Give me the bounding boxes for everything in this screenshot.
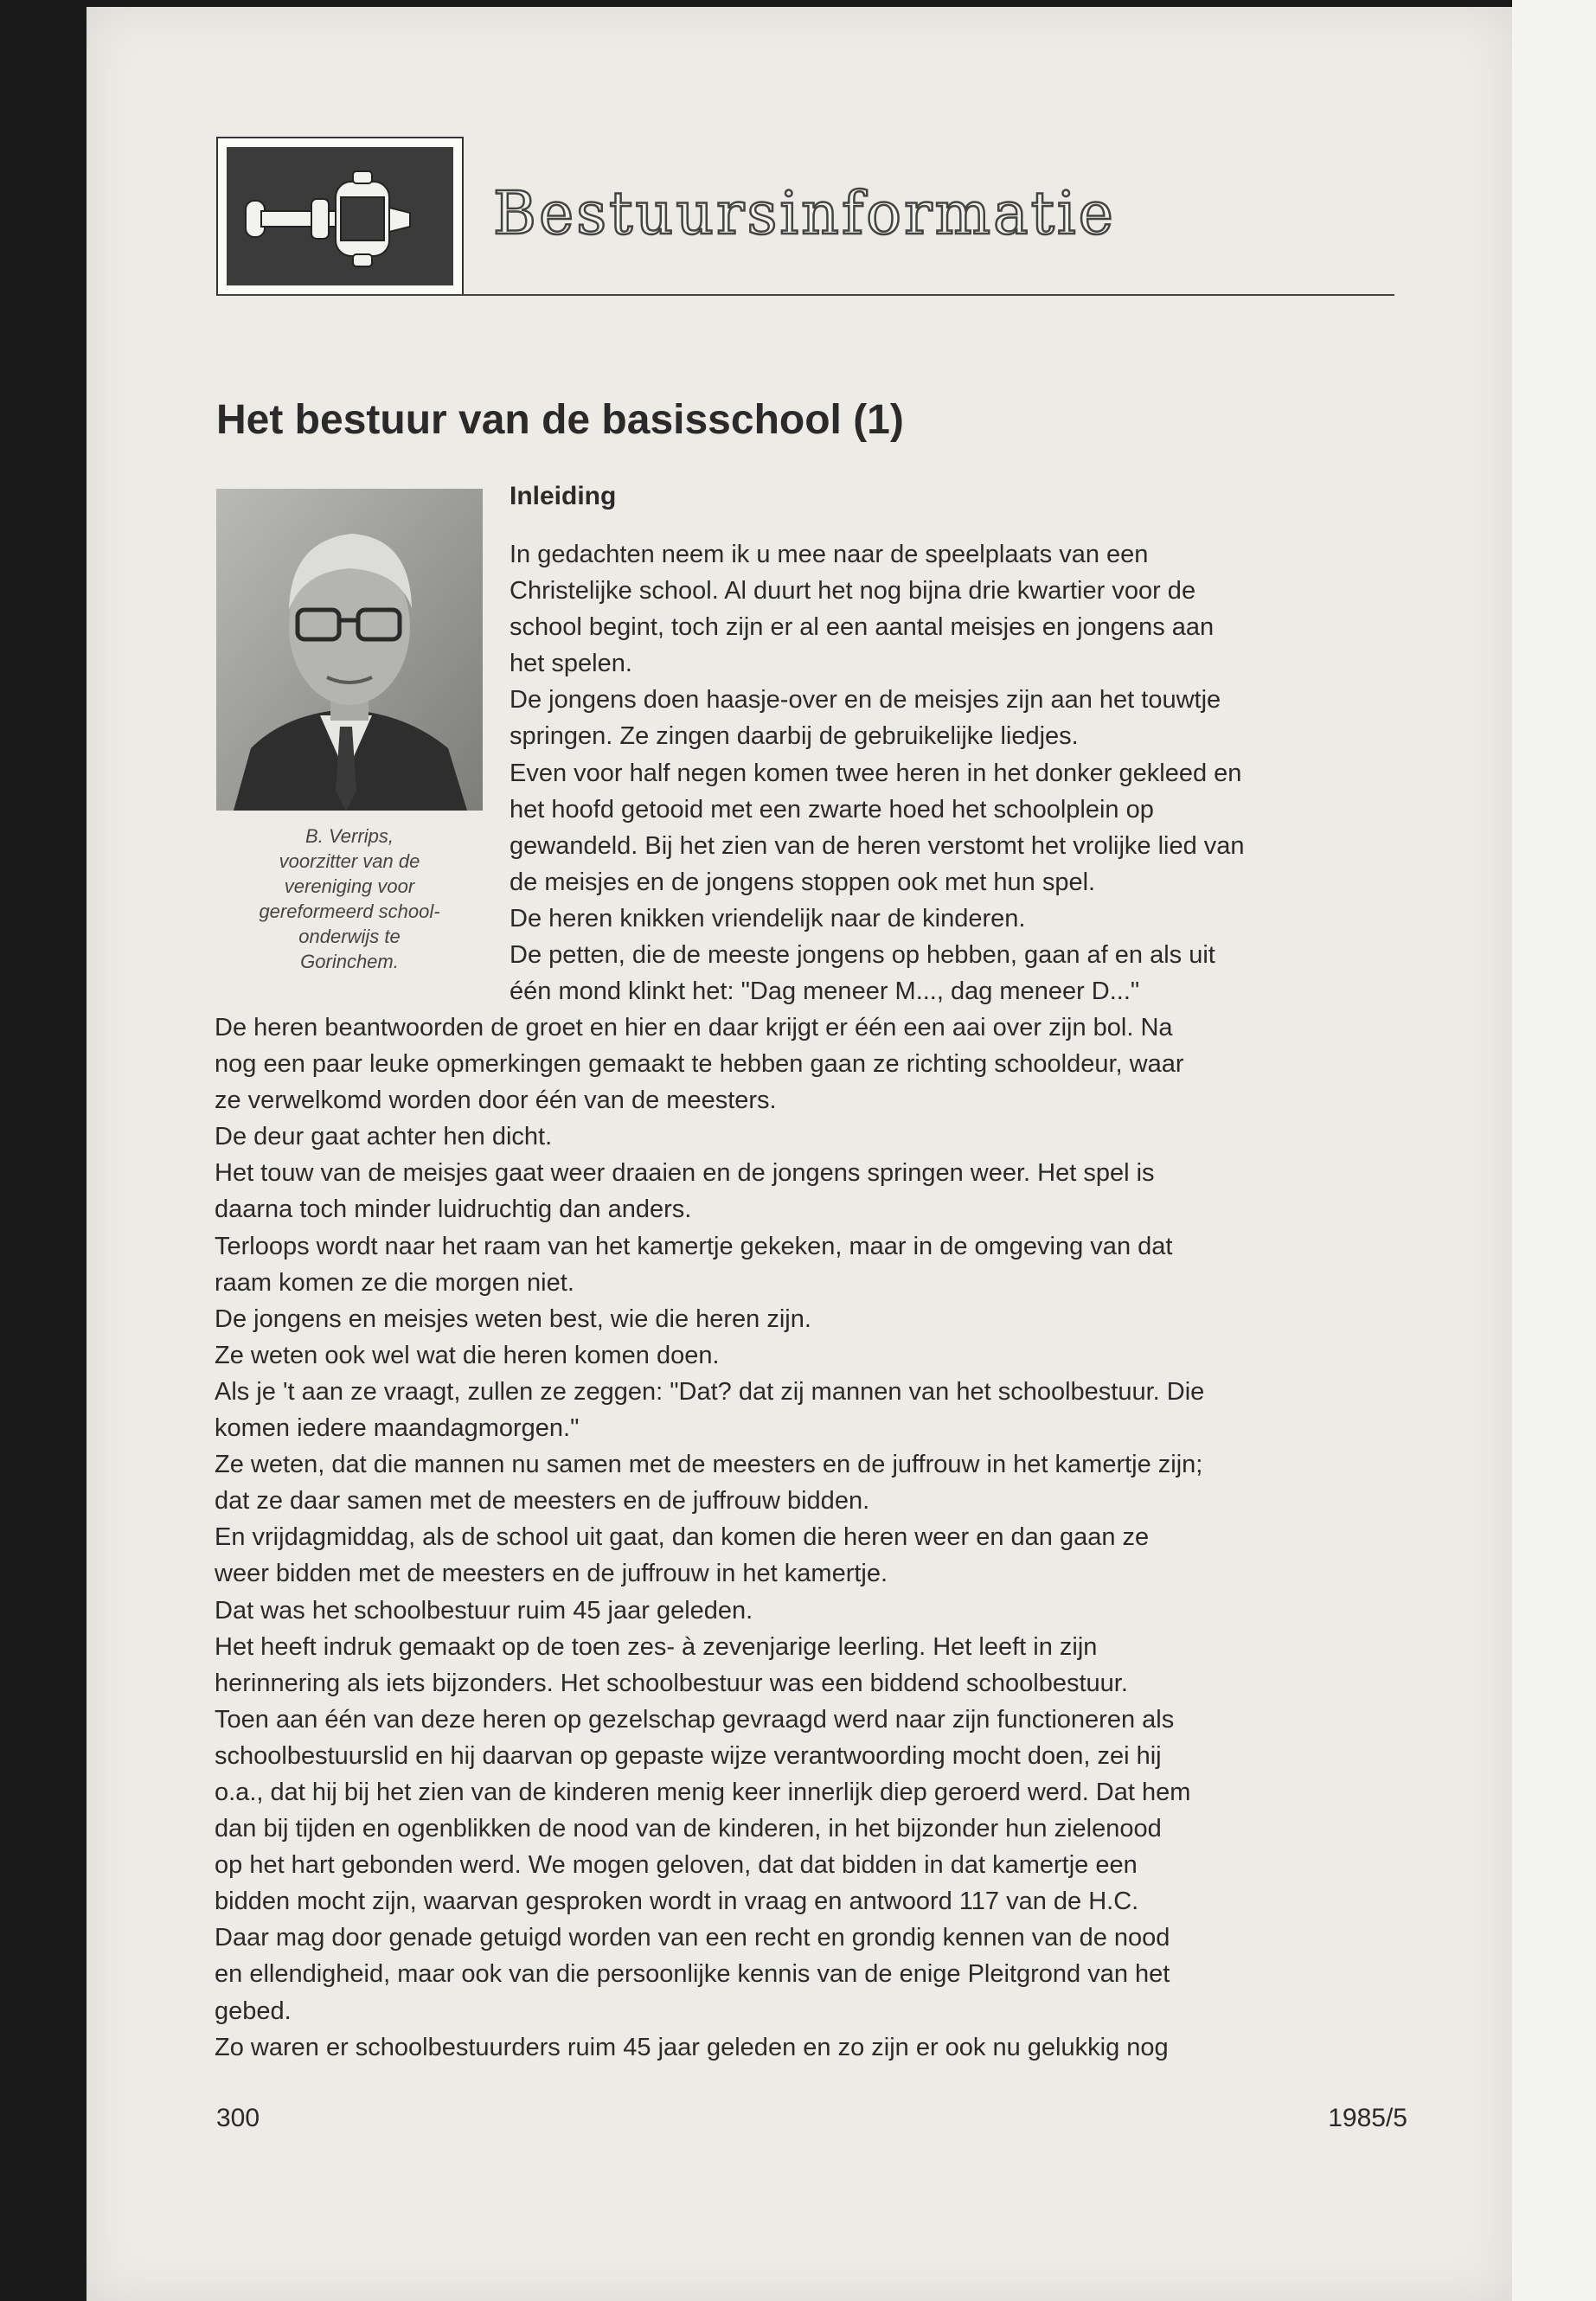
text-line: De petten, die de meeste jongens op hebben, gaan af en als uit	[510, 941, 1215, 970]
article-title: Het bestuur van de basisschool (1)	[216, 397, 904, 443]
caption-line: B. Verrips,	[305, 825, 394, 847]
text-line: In gedachten neem ik u mee naar de speelplaats van een	[510, 541, 1149, 568]
body-text-narrow	[510, 536, 1401, 1009]
text-line: raam komen ze die morgen niet.	[215, 1268, 574, 1297]
caption-line: Gorinchem.	[300, 951, 399, 972]
text-line: komen iedere maandagmorgen."	[215, 1414, 580, 1443]
text-line: één mond klinkt het: "Dag meneer M..., dag meneer D..."	[510, 977, 1140, 1006]
header-divider	[216, 294, 1394, 296]
text-line: o.a., dat hij bij het zien van de kinderen menig keer innerlijk diep geroerd werd. Dat hem	[215, 1778, 1191, 1806]
text-line: ze verwelkomd worden door één van de meesters.	[215, 1086, 777, 1115]
text-line: Ze weten ook wel wat die heren komen doen.	[215, 1341, 720, 1369]
scan-margin	[1512, 0, 1596, 2301]
text-line: Het touw van de meisjes gaat weer draaien en de jongens springen weer. Het spel is	[215, 1159, 1155, 1188]
body-text-wide	[215, 1009, 1401, 2066]
text-line: het spelen.	[510, 650, 632, 678]
caption-line: gereformeerd school-	[259, 901, 440, 922]
subheading: Inleiding	[510, 482, 617, 510]
text-line: school begint, toch zijn er al een aantal meisjes en jongens aan	[510, 613, 1215, 642]
caption-line: vereniging voor	[284, 875, 415, 897]
text-line: De heren beantwoorden de groet en hier en daar krijgt er één een aai over zijn bol. Na	[215, 1014, 1173, 1042]
text-line: springen. Ze zingen daarbij de gebruikelijke liedjes.	[510, 722, 1079, 751]
text-line: op het hart gebonden werd. We mogen geloven, dat dat bidden in dat kamertje een	[215, 1851, 1138, 1880]
photo-caption	[216, 824, 483, 974]
text-line: de meisjes en de jongens stoppen ook met hun spel.	[510, 868, 1096, 896]
text-line: het hoofd getooid met een zwarte hoed het schoolplein op	[510, 795, 1154, 824]
issue-number: 1985/5	[1328, 2104, 1407, 2132]
text-line: De heren knikken vriendelijk naar de kinderen.	[510, 904, 1026, 933]
author-photo	[216, 489, 483, 811]
text-line: nog een paar leuke opmerkingen gemaakt te hebben gaan ze richting schooldeur, waar	[215, 1050, 1184, 1079]
text-line: bidden mocht zijn, waarvan gesproken wordt in vraag en antwoord 117 van de H.C.	[215, 1888, 1139, 1916]
text-line: schoolbestuurslid en hij daarvan op gepaste wijze verantwoording mocht doen, zei hij	[215, 1741, 1162, 1770]
section-title: Bestuursinformatie	[493, 180, 1116, 248]
text-line: Als je 't aan ze vraagt, zullen ze zeggen: "Dat? dat zij mannen van het schoolbestuur. Die	[215, 1377, 1205, 1406]
text-line: De jongens doen haasje-over en de meisjes zijn aan het touwtje	[510, 686, 1221, 715]
text-line: gewandeld. Bij het zien van de heren verstomt het vrolijke lied van	[510, 831, 1245, 860]
section-header	[216, 137, 1394, 298]
text-line: Dat was het schoolbestuur ruim 45 jaar geleden.	[215, 1596, 753, 1625]
text-line: dat ze daar samen met de meesters en de juffrouw bidden.	[215, 1487, 870, 1516]
text-line: Ze weten, dat die mannen nu samen met de meesters en de juffrouw in het kamertje zijn;	[215, 1451, 1203, 1479]
text-line: En vrijdagmiddag, als de school uit gaat, dan komen die heren weer en dan gaan ze	[215, 1523, 1150, 1552]
text-line: herinnering als iets bijzonders. Het schoolbestuur was een biddend schoolbestuur.	[215, 1669, 1128, 1697]
text-line: weer bidden met de meesters en de juffrouw in het kamertje.	[215, 1560, 888, 1588]
text-line: De deur gaat achter hen dicht.	[215, 1123, 553, 1151]
text-line: Even voor half negen komen twee heren in het donker gekleed en	[510, 759, 1242, 787]
gavel-icon	[227, 147, 453, 285]
caption-line: onderwijs te	[298, 926, 401, 947]
text-line: dan bij tijden en ogenblikken de nood van de kinderen, in het bijzonder hun zielenood	[215, 1815, 1162, 1843]
text-line: Het heeft indruk gemaakt op de toen zes- à zevenjarige leerling. Het leeft in zijn	[215, 1632, 1098, 1661]
text-line: Daar mag door genade getuigd worden van een recht en grondig kennen van de nood	[215, 1924, 1170, 1952]
text-line: en ellendigheid, maar ook van die persoonlijke kennis van de enige Pleitgrond van het	[215, 1960, 1170, 1989]
gavel-logo	[216, 137, 464, 296]
page-number: 300	[216, 2104, 260, 2132]
text-line: Zo waren er schoolbestuurders ruim 45 jaar geleden en zo zijn er ook nu gelukkig nog	[215, 2033, 1169, 2061]
text-line: gebed.	[215, 1997, 292, 2025]
text-line: daarna toch minder luidruchtig dan anders.	[215, 1195, 692, 1224]
text-line: Terloops wordt naar het raam van het kamertje gekeken, maar in de omgeving van dat	[215, 1232, 1173, 1260]
caption-line: voorzitter van de	[279, 850, 420, 872]
text-line: Christelijke school. Al duurt het nog bijna drie kwartier voor de	[510, 577, 1196, 606]
text-line: De jongens en meisjes weten best, wie die heren zijn.	[215, 1304, 811, 1333]
text-line: Toen aan één van deze heren op gezelschap gevraagd werd naar zijn functioneren als	[215, 1705, 1175, 1734]
